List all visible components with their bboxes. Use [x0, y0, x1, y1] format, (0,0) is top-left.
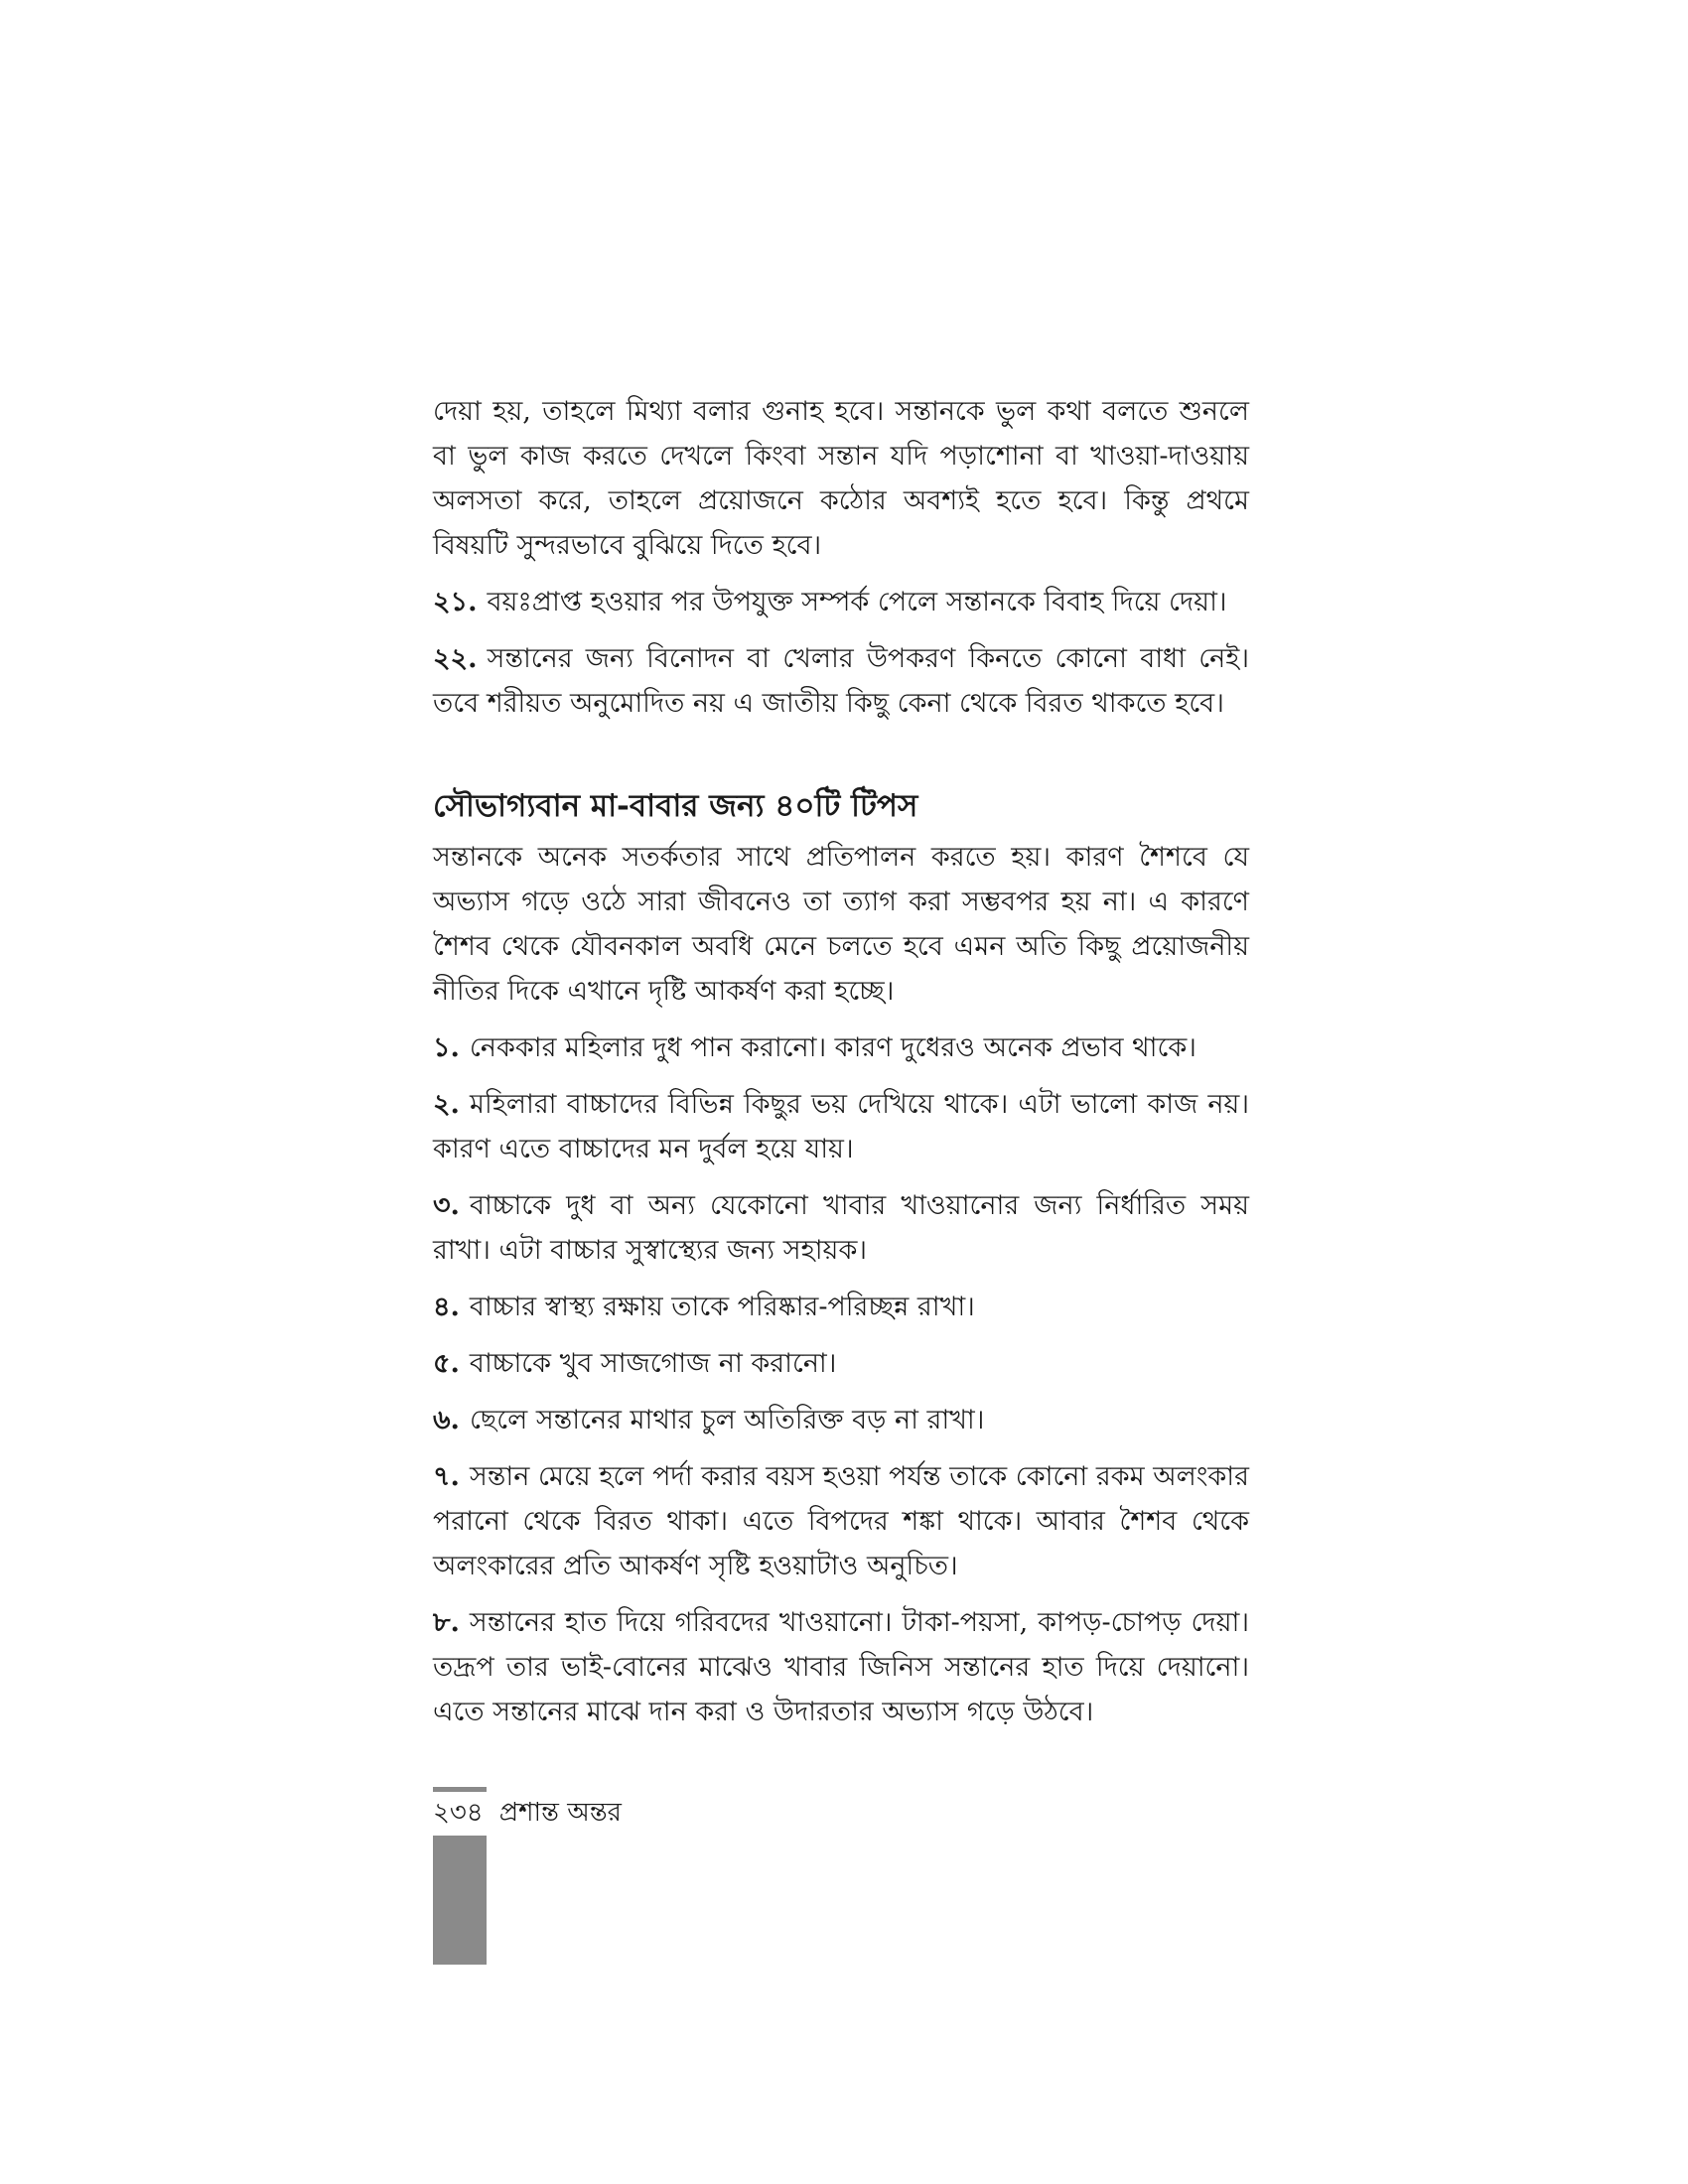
book-title: প্রশান্ত অন্তর [498, 1798, 622, 1828]
paragraph-continuation: দেয়া হয়, তাহলে মিথ্যা বলার গুনাহ হবে। সন্তানকে ভুল কথা বলতে শুনলে বা ভুল কাজ করতে দেখলে কিংবা সন্তান যদি পড়াশোনা বা খাওয়া-দাওয়ায় অলসতা করে, তাহলে প্রয়োজনে কঠোর অবশ্যই হতে হবে। কিন্তু প্রথমে বিষয়টি সুন্দরভাবে বুঝিয়ে দিতে হবে। [433, 396, 1249, 561]
item-number: ১. [433, 1032, 460, 1063]
item-text: ছেলে সন্তানের মাথার চুল অতিরিক্ত বড় না রাখা। [469, 1405, 985, 1435]
item-number: ৭. [433, 1461, 460, 1492]
list-item [433, 1454, 1249, 1588]
list-item [433, 1025, 1249, 1070]
list-item [433, 636, 1249, 726]
list-item [433, 1285, 1249, 1329]
item-number: ২১. [433, 587, 478, 617]
item-text: বাচ্চাকে দুধ বা অন্য যেকোনো খাবার খাওয়ানোর জন্য নির্ধারিত সময় রাখা। এটা বাচ্চার সুস্বাস্থ্যের জন্য সহায়ক। [433, 1190, 1249, 1266]
section-heading: সৌভাগ্যবান মা-বাবার জন্য ৪০টি টিপস [433, 788, 918, 824]
item-text: বাচ্চাকে খুব সাজগোজ না করানো। [469, 1348, 837, 1379]
list-item [433, 1600, 1249, 1734]
page-footer [433, 1787, 622, 1965]
item-number: ২২. [433, 643, 478, 674]
section-intro: সন্তানকে অনেক সতর্কতার সাথে প্রতিপালন করতে হয়। কারণ শৈশবে যে অভ্যাস গড়ে ওঠে সারা জীবনেও তা ত্যাগ করা সম্ভবপর হয় না। এ কারণে শৈশব থেকে যৌবনকাল অবধি মেনে চলতে হবে এমন অতি কিছু প্রয়োজনীয় নীতির দিকে এখানে দৃষ্টি আকর্ষণ করা হচ্ছে। [433, 842, 1249, 1007]
item-text: নেককার মহিলার দুধ পান করানো। কারণ দুধেরও অনেক প্রভাব থাকে। [469, 1032, 1196, 1063]
item-text: সন্তান মেয়ে হলে পর্দা করার বয়স হওয়া পর্যন্ত তাকে কোনো রকম অলংকার পরানো থেকে বিরত থাকা। এতে বিপদের শঙ্কা থাকে। আবার শৈশব থেকে অলংকারের প্রতি আকর্ষণ সৃষ্টি হওয়াটাও অনুচিত। [433, 1461, 1249, 1581]
item-number: ২. [433, 1089, 460, 1120]
footer-row [433, 1796, 622, 1830]
item-number: ৬. [433, 1405, 460, 1435]
list-item [433, 1082, 1249, 1171]
item-number: ৮. [433, 1607, 460, 1638]
item-number: ৫. [433, 1348, 460, 1379]
item-text: মহিলারা বাচ্চাদের বিভিন্ন কিছুর ভয় দেখিয়ে থাকে। এটা ভালো কাজ নয়। কারণ এতে বাচ্চাদের মন দুর্বল হয়ে যায়। [433, 1089, 1249, 1164]
footer-bar [433, 1836, 487, 1965]
item-text: সন্তানের হাত দিয়ে গরিবদের খাওয়ানো। টাকা-পয়সা, কাপড়-চোপড় দেয়া। তদ্রূপ তার ভাই-বোনের মাঝেও খাবার জিনিস সন্তানের হাত দিয়ে দেয়ানো। এতে সন্তানের মাঝে দান করা ও উদারতার অভ্যাস গড়ে উঠবে। [433, 1607, 1249, 1727]
footer-rule [433, 1787, 487, 1792]
main-text [433, 389, 1249, 1746]
item-number: ৩. [433, 1190, 460, 1221]
item-text: বয়ঃপ্রাপ্ত হওয়ার পর উপযুক্ত সম্পর্ক পেলে সন্তানকে বিবাহ দিয়ে দেয়া। [487, 587, 1227, 617]
page-number: ২৩৪ [433, 1798, 484, 1828]
item-text: বাচ্চার স্বাস্থ্য রক্ষায় তাকে পরিষ্কার-পরিচ্ছন্ন রাখা। [469, 1292, 975, 1322]
item-number: ৪. [433, 1292, 460, 1322]
list-item [433, 1398, 1249, 1442]
list-item [433, 1183, 1249, 1273]
list-item [433, 580, 1249, 624]
item-text: সন্তানের জন্য বিনোদন বা খেলার উপকরণ কিনতে কোনো বাধা নেই। তবে শরীয়ত অনুমোদিত নয় এ জাতীয় কিছু কেনা থেকে বিরত থাকতে হবে। [433, 643, 1249, 719]
list-item [433, 1341, 1249, 1386]
